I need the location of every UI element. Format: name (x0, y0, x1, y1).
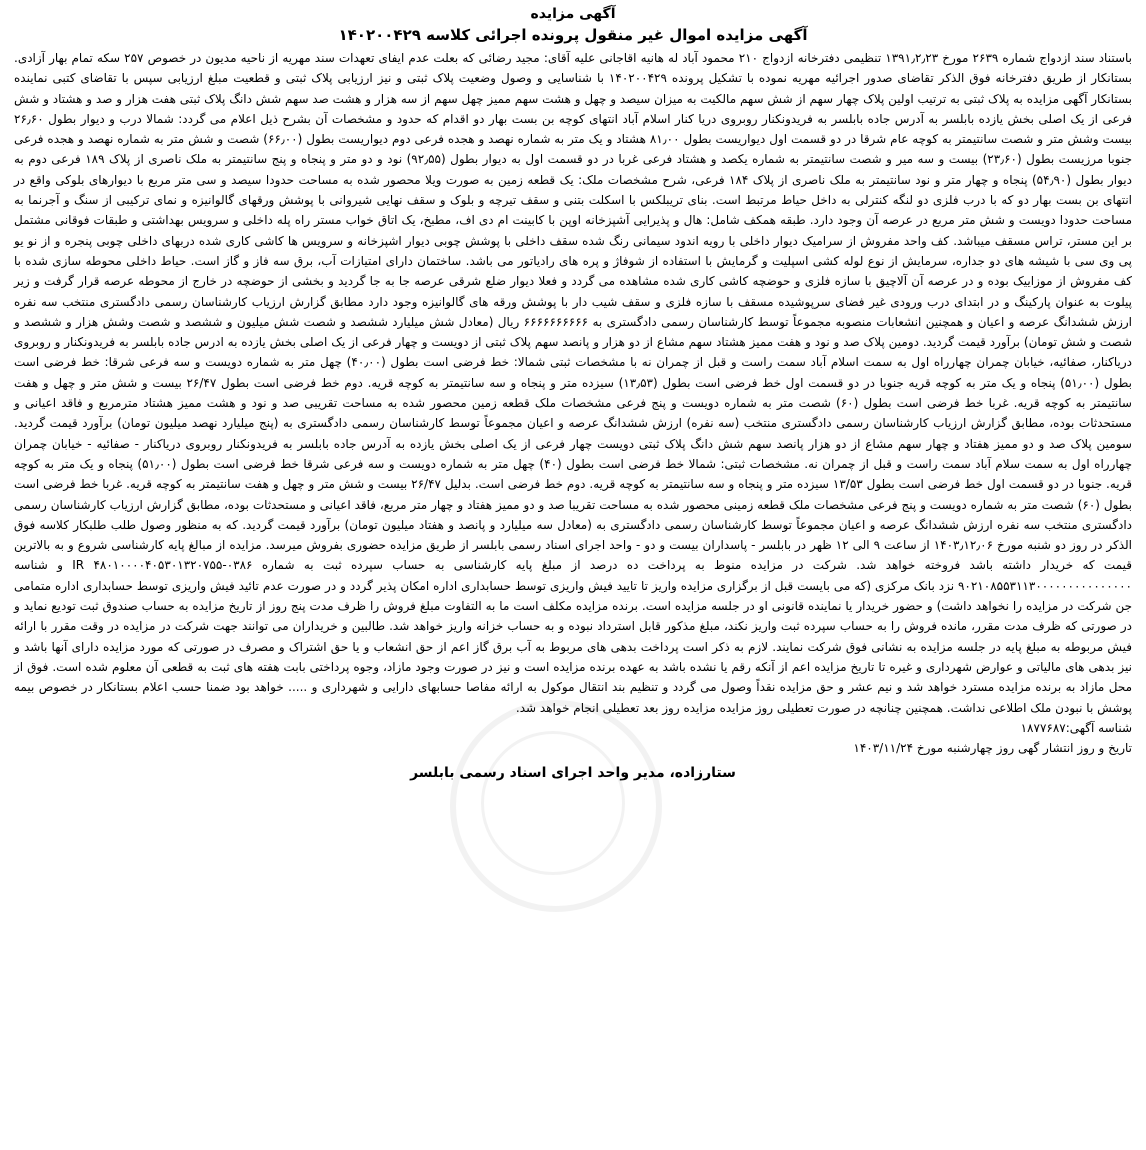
notice-document (14, 4, 1132, 784)
notice-id-line: شناسه آگهی:۱۸۷۷۶۸۷ (1020, 720, 1132, 735)
notice-body: باستناد سند ازدواج شماره ۲۶۳۹ مورخ ۱۳۹۱٫۲٫۲۳ تنظیمی دفترخانه ازدواج ۲۱۰ محمود آباد له هانیه اقاجانی علیه آقای: مجید رضائی که بعلت عدم ایفای تعهدات سند مهریه از ناحیه مدیون در خصوص ۲۵۷ سکه تمام بهار آزادی. بستانکار از طریق دفترخانه فوق الذکر تقاضای صدور اجرائیه مهریه نموده با تشکیل پرونده ۱۴۰۲۰۰۴۲۹ با شناسایی و وصول وضعیت پلاک ثبتی و نیز ارزیابی پلاک ثبتی و قطعیت مبلغ ارزیابی سپس با تقاضای کتبی نماینده بستانکار آگهی مزایده به پلاک ثبتی به ترتیب اولین پلاک چهار سهم از شش سهم مالکیت به میزان سیصد و چهل و هشت سهم ممیز چهل سهم از سه هزار و هشت صد سهم شش دانگ پلاک ثبتی هفت هزار و صد و هشتاد و شش فرعی از یک اصلی بخش یازده بابلسر به آدرس جاده بابلسر به فریدونکنار روبروی دریا کنار اسلام آباد انتهای کوچه بن بست بهار دو اقدام که حدود و مشخصات آن بشرح ذیل اعلام می گردد: شمالا درب و دیوار بطول ۲۶٫۶۰ بیست وشش متر و شصت سانتیمتر به کوچه عام شرقا در دو قسمت اول دیواریست بطول ۸۱٫۰۰ هشتاد و یک متر به شماره نهصد و هجده فرعی دوم دیواریست بطول (۶۶٫۰۰) شصت و شش متر به شماره نهصد و هجده فرعی جنوبا مرزیست بطول (۲۳٫۶۰) بیست و سه میر و شصت سانتیمتر به شماره یکصد و هشتاد فرعی غربا در دو قسمت اول به دیوار بطول (۹۲٫۵۵) نود و دو متر و پنجاه و پنج سانتیمتر به ملک ناصری از پلاک ۱۸۹ فرعی دوم به دیوار بطول (۵۴٫۹۰) پنجاه و چهار متر و نود سانتیمتر به ملک ناصری از پلاک ۱۸۴ فرعی، شرح مشخصات ملک: یک قطعه زمین به صورت ویلا محصور شده به مساحت حدودا سیصد و سی متر مربع با دیوارهای بلوکی واقع در انتهای بن بست بهار دو که با درب فلزی دو لنگه کنترلی به داخل حیاط مرتبط است. بنای تریبلکس با اسکلت بتنی و سقف تیرچه و بلوک و سقف نهایی شیروانی با پوشش ورقهای گالوانیزه و نمای ترکیبی از سنگ و آجرنما به مساحت حدودا دویست و شش متر مربع در عرصه آن وجود دارد. طبقه همکف شامل: هال و پذیرایی آشپزخانه اوپن با کابینت ام دی اف، مطبخ، یک اتاق خواب مستر راه پله داخلی و سرویس بهداشتی و طبقات فوقانی مشتمل بر این مستر، تراس مسقف میباشد. کف واحد مفروش از سرامیک دیوار داخلی با رویه اندود سیمانی رنگ شده سقف داخلی با پوشش چوبی دیوار اشپزخانه و سرویس ها کاشی کاری شده دربهای داخلی چوبی پنجره و از نو یو پی وی سی با شیشه های دو جداره، سرمایش از نوع لوله کشی اسپلیت و گرمایش با استفاده از شوفاژ و پره های رادیاتور می باشد. ساختمان دارای امتیازات آب، برق سه فاز و گاز است. حیاط داخلی محوطه سازی شده با کف مفروش از موزاییک بوده و در عرصه آن آلاچیق با سازه فلزی و حوضچه کاشی کاری شده مشاهده می گردد و فعلا دیوار ضلع شرقی عرصه جا به جا گردید و بخشی از حوضچه در خارج از محوطه عرصه قرار گرفت و زیر پیلوت به عنوان پارکینگ و در ابتدای درب ورودی غیر فضای سرپوشیده مسقف با سازه فلزی و سقف شیب دار با پوشش ورقه های گالوانیزه وجود دارد مطابق گزارش ارزیاب کارشناسان رسمی دادگستری منتخب سه نفره ارزش ششدانگ عرصه و اعیان و همچنین انشعابات منصوبه مجموعاً توسط کارشناسان رسمی دادگستری به ۶۶۶۶۶۶۶۶۶۶ ریال (معادل شش میلیارد ششصد و شصت شش میلیون و ششصد و شصت وشش هزار و ششصد و شصت و شش تومان) برآورد قیمت گردید. دومین پلاک صد و نود و هفت ممیز هشتاد سهم مشاع از دو هزار و پانصد سهم پلاک ثبتی از دویست و چهار فرعی از یک اصلی بخش یازده به ادرس جاده بابلسر به فریدونکنار و روبروی دریاکنار، صفائیه، خیابان چمران چهارراه اول به سمت اسلام آباد سمت راست و قبل از چمران نه با مشخصات ثبتی شمالا: خط فرضی است بطول (۴۰٫۰۰) چهل متر به شماره دویست و سه فرعی شرقا: خط فرضی است بطول (۵۱٫۰۰) پنجاه و یک متر به کوچه قریه جنوبا در دو قسمت اول خط فرضی است بطول (۱۳٫۵۳) سیزده متر و پنجاه و سه سانتیمتر به کوچه قریه. دوم خط فرضی است بطول ۲۶/۴۷ بیست و شش متر و چهل و هفت سانتیمتر به کوچه قریه. غربا خط فرضی است بطول (۶۰) شصت متر به شماره دویست و پنج فرعی مشخصات ملک قطعه زمین محصور شده به مساحت تقریبی صد و نود و هشت ممیز هشتاد مترمربع و فاقد اعیانی و مستحدثات بوده، مطابق گزارش ارزیاب کارشناسان رسمی دادگستری منتخب (سه نفره) ارزش ششدانگ عرصه و اعیان مجموعاً توسط کارشناسان رسمی دادگستری به (پنج میلیارد نهصد میلیون تومان) برآورد قیمت گردید. سومین پلاک صد و دو ممیز هفتاد و چهار سهم مشاع از دو هزار پانصد سهم شش دانگ پلاک ثبتی دویست چهار فرعی از یک اصلی بخش یازده به آدرس جاده بابلسر به فریدونکنار روبروی دریاکنار - صفائیه - خیابان چمران چهارراه اول به سمت سلام آباد سمت راست و قبل از چمران نه. مشخصات ثبتی: شمالا خط فرضی است بطول (۴۰) چهل متر به شماره دویست و سه فرعی شرقا خط فرضی است بطول (۵۱٫۰۰) پنجاه و یک متر به کوچه قریه. جنوبا در دو قسمت اول خط فرضی است بطول ۱۳/۵۳ سیزده متر و پنجاه و سه سانتیمتر به کوچه قریه. دوم خط فرضی است. بدلیل ۲۶/۴۷ بیست و شش متر و چهل و هفت سانتیمتر به کوچه قریه. غربا خط فرضی است بطول (۶۰) شصت متر به شماره دویست و پنج فرعی مشخصات ملک قطعه زمینی محصور شده به مساحت تقریبا صد و دو ممیز هفتاد و چهار متر مربع، فاقد اعیانی و مستحدثات بوده، مطابق گزارش ارزیاب کارشناسان رسمی دادگستری منتخب سه نفره ارزش ششدانگ عرصه و اعیان مجموعاً توسط کارشناسان رسمی دادگستری به (معادل سه میلیارد و پانصد و هفتاد میلیون تومان) برآورد قیمت گردید. که به منظور وصول طلب طلبکار کلاسه فوق الذکر در روز دو شنبه مورخ ۱۴۰۳٫۱۲٫۰۶ از ساعت ۹ الی ۱۲ ظهر در بابلسر - پاسداران بیست و دو - واحد اجرای اسناد رسمی بابلسر از طریق مزایده حضوری بفروش میرسد. مزایده از مبالغ پایه کارشناسی شروع و به بالاترین قیمت که خریدار داشته باشد فروخته خواهد شد. شرکت در مزایده منوط به پرداخت ده درصد از مبلغ پایه کارشناسی به حساب سپرده ثبت به شماره ۰۳۸۶-۴۸۰۱۰۰۰۰۴۰۵۳۰۱۳۲۰۷۵۵ IR و شناسه ۹۰۲۱۰۸۵۵۳۱۱۳۰۰۰۰۰۰۰۰۰۰۰۰۰۰۰ نزد بانک مرکزی (که می بایست قبل از برگزاری مزایده واریز تا تایید فیش واریزی توسط حسابداری اداره امکان پذیر گردد و در صورت عدم تائید فیش واریزی توسط حسابداری اداره متمامی جن شرکت در مزایده را نخواهد داشت) و حضور خریدار یا نماینده قانونی او در جلسه مزایده است. برنده مزایده مکلف است ما به التفاوت مبلغ فروش را ظرف مدت پنج روز از تاریخ مزایده به حساب صندوق ثبت تودیع نماید و در صورتی که ظرف مدت مقرر، مانده فروش را به حساب سپرده ثبت واریز نکند، مبلغ مذکور قابل استرداد نبوده و به حساب خزانه واریز خواهد شد. طالبین و خریداران می توانند جهت شرکت در مزایده در وقت مقرر با ارائه فیش مربوطه به مبلغ پایه در جلسه مزایده به نشانی فوق شرکت نمایند. لازم به ذکر است پرداخت بدهی های مربوط به آب برق گاز اعم از حق انشعاب و یا حق اشتراک و مصرف در صورتی که مورد مزایده دارای آنها باشد و نیز بدهی های مالیاتی و عوارض شهرداری و غیره تا تاریخ مزایده اعم از آنکه رقم یا نشده باشد به عهده برنده مزایده است و نیز در صورت وجود مازاد، وجوه پرداختی بابت هفته های ثبت به قطعی آن معلوم شده است. فوق از محل مازاد به برنده مزایده مسترد خواهد شد و نیم عشر و حق مزایده نقداً وصول می گردد و تنظیم بند انتقال موکول به ارائه مفاصا حسابهای دارایی و شهرداری و ..... خواهد بود ضمنا حسب اعلام بستانکار در خصوص بیمه پوشش با نبودن ملک اطلاعی نداشت. همچنین چنانچه در صورت تعطیلی روز مزایده مزایده روز بعد تعطیلی انجام خواهد شد. (14, 51, 1133, 715)
notice-subheading: آگهی مزایده اموال غیر منقول پرونده اجرائی کلاسه ۱۴۰۲۰۰۴۲۹ (338, 26, 808, 44)
notice-date-line: تاریخ و روز انتشار گهی روز چهارشنبه مورخ ۱۴۰۳/۱۱/۲۴ (853, 740, 1132, 755)
notice-heading: آگهی مزایده (530, 6, 616, 22)
notice-signature: ستارزاده، مدیر واحد اجرای اسناد رسمی بابلسر (410, 764, 736, 781)
